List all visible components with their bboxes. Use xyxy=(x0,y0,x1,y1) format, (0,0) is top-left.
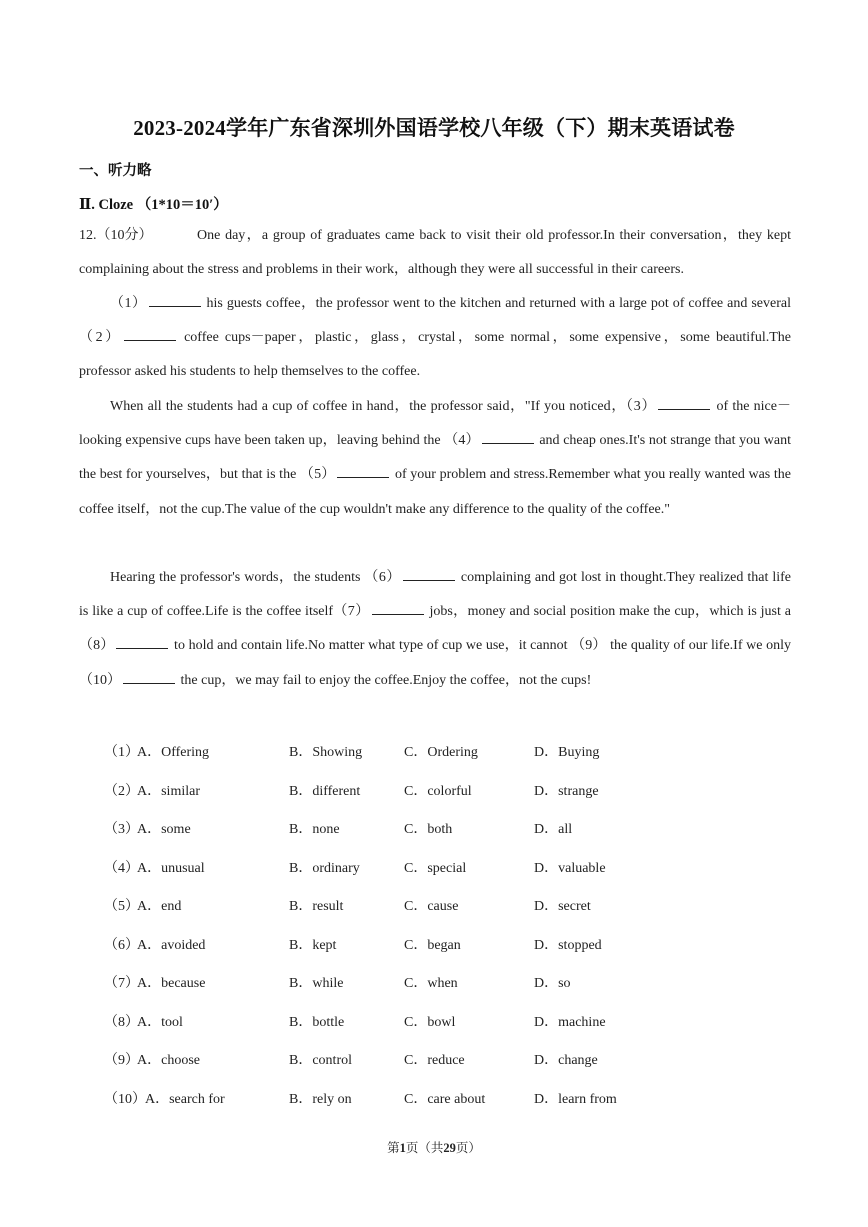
answer-blank xyxy=(123,669,175,684)
option-b: B．Showing xyxy=(289,745,363,760)
option-number: （3） xyxy=(104,822,139,837)
option-d: D．secret xyxy=(534,899,591,914)
option-a: A．tool xyxy=(137,1015,183,1030)
option-d: D．so xyxy=(534,976,571,991)
option-d: D．stopped xyxy=(534,938,602,953)
answer-blank xyxy=(149,292,201,307)
option-c: C．both xyxy=(404,822,453,837)
option-c: C．care about xyxy=(404,1092,486,1107)
section-listening: 一、听力略 xyxy=(79,163,152,179)
option-a: A．search for xyxy=(145,1092,225,1107)
footer-middle: 页（共 xyxy=(405,1141,444,1155)
option-c: C．bowl xyxy=(404,1015,456,1030)
answer-blank xyxy=(658,395,710,410)
option-number: （10） xyxy=(104,1092,146,1107)
option-number: （2） xyxy=(104,784,139,799)
option-a: A．some xyxy=(137,822,191,837)
option-d: D．change xyxy=(534,1053,598,1068)
page-footer xyxy=(0,1138,868,1156)
paragraph-text: his guests coffee，the professor went to the kitchen and returned with a large pot of coffee and several （2） xyxy=(79,296,791,346)
answer-blank xyxy=(337,463,389,478)
option-c: C．when xyxy=(404,976,458,991)
option-d: D．Buying xyxy=(534,745,600,760)
passage-paragraph-4 xyxy=(79,561,791,698)
option-a: A．similar xyxy=(137,784,200,799)
option-number: （5） xyxy=(104,899,139,914)
option-b: B．ordinary xyxy=(289,861,360,876)
option-row xyxy=(0,1011,868,1049)
option-c: C．special xyxy=(404,861,467,876)
passage-paragraph-1 xyxy=(79,219,791,287)
question-number: 12.（10分） xyxy=(79,228,153,243)
footer-prefix: 第 xyxy=(387,1141,400,1155)
option-b: B．control xyxy=(289,1053,352,1068)
option-number: （8） xyxy=(104,1015,139,1030)
option-b: B．kept xyxy=(289,938,337,953)
option-row xyxy=(0,895,868,933)
option-b: B．none xyxy=(289,822,340,837)
option-row xyxy=(0,857,868,895)
paragraph-text: of your problem and stress.Remember what you really wanted was the coffee itself，not the cup.The value of the cup wouldn't make any difference to the quality of the coffee." xyxy=(79,467,791,517)
answer-blank xyxy=(116,634,168,649)
option-d: D．strange xyxy=(534,784,599,799)
option-a: A．end xyxy=(137,899,182,914)
paragraph-text: and cheap ones.It's not strange that you want the best for yourselves，but that is the （5） xyxy=(79,433,791,483)
paragraph-text: to hold and contain life.No matter what type of cup we use，it cannot （9） the quality of our life.If we only （10） xyxy=(79,638,791,688)
footer-total-pages: 29 xyxy=(443,1141,456,1155)
paragraph-text: coffee cups－paper，plastic，glass，crystal，some normal，some expensive，some beautiful.The professor asked his students to help themselves to the coffee. xyxy=(79,330,791,380)
option-b: B．result xyxy=(289,899,344,914)
paragraph-text: jobs，money and social position make the cup，which is just a （8） xyxy=(79,604,791,654)
option-number: （4） xyxy=(104,861,139,876)
answer-blank xyxy=(124,326,176,341)
option-b: B．different xyxy=(289,784,361,799)
option-c: C．reduce xyxy=(404,1053,465,1068)
option-a: A．Offering xyxy=(137,745,210,760)
option-a: A．choose xyxy=(137,1053,200,1068)
option-d: D．machine xyxy=(534,1015,606,1030)
paragraph-text: of the nice－looking expensive cups have been taken up，leaving behind the （4） xyxy=(79,399,791,449)
option-row xyxy=(0,1049,868,1087)
paragraph-text: When all the students had a cup of coffee in hand，the professor said，"If you noticed，（3） xyxy=(110,399,657,414)
option-row xyxy=(0,818,868,856)
option-d: D．learn from xyxy=(534,1092,617,1107)
answer-blank xyxy=(482,429,534,444)
option-c: C．colorful xyxy=(404,784,472,799)
paragraph-text: One day，a group of graduates came back to visit their old professor.In their conversation，they kept complaining about the stress and problems in their work，although they were all successful in their careers. xyxy=(79,228,791,278)
option-number: （9） xyxy=(104,1053,139,1068)
footer-page-number: 1 xyxy=(399,1141,406,1155)
option-row xyxy=(0,1088,868,1126)
paragraph-text: complaining and got lost in thought.They realized that life is like a cup of coffee.Life is the coffee itself（7） xyxy=(79,570,791,620)
option-row xyxy=(0,741,868,779)
option-c: C．cause xyxy=(404,899,459,914)
option-a: A．avoided xyxy=(137,938,206,953)
option-d: D．valuable xyxy=(534,861,606,876)
option-c: C．began xyxy=(404,938,461,953)
section-cloze: Ⅱ. Cloze （1*10＝10′） xyxy=(79,197,228,213)
option-b: B．rely on xyxy=(289,1092,352,1107)
option-b: B．bottle xyxy=(289,1015,345,1030)
option-c: C．Ordering xyxy=(404,745,478,760)
option-b: B．while xyxy=(289,976,344,991)
blank-label: （1） xyxy=(110,296,147,311)
option-a: A．unusual xyxy=(137,861,205,876)
option-number: （7） xyxy=(104,976,139,991)
option-number: （6） xyxy=(104,938,139,953)
option-d: D．all xyxy=(534,822,573,837)
answer-blank xyxy=(372,600,424,615)
option-a: A．because xyxy=(137,976,206,991)
option-number: （1） xyxy=(104,745,139,760)
passage-paragraph-2 xyxy=(79,287,791,390)
answer-blank xyxy=(403,566,455,581)
option-row xyxy=(0,934,868,972)
footer-suffix: 页） xyxy=(455,1141,481,1155)
option-row xyxy=(0,780,868,818)
option-row xyxy=(0,972,868,1010)
paragraph-text: Hearing the professor's words，the students （6） xyxy=(110,570,401,585)
paragraph-text: the cup，we may fail to enjoy the coffee.Enjoy the coffee，not the cups! xyxy=(177,672,592,688)
passage-paragraph-3 xyxy=(79,390,791,527)
page-title: 2023-2024学年广东省深圳外国语学校八年级（下）期末英语试卷 xyxy=(133,116,735,140)
